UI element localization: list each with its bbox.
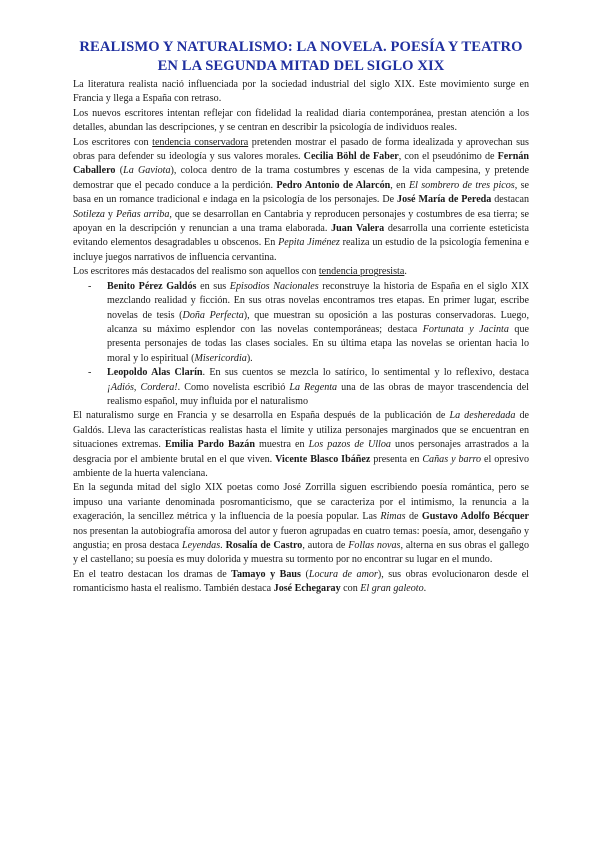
list-item-clarin: - Leopoldo Alas Clarín. En sus cuentos se mezcla lo satírico, lo sentimental y lo reflexivo, destaca ¡Adiós, Cordera!. Como novelista escribió La Regenta una de las obras de mayor trascendencia del realismo español, muy influida por el naturalismo bbox=[88, 367, 529, 407]
document-page bbox=[73, 38, 529, 597]
author-alarcon: Pedro Antonio de Alarcón bbox=[276, 179, 391, 191]
intro-paragraph-1: La literatura realista nació influenciada por la sociedad industrial del siglo XIX. Este movimiento surge en Francia y llega a España con retraso. bbox=[73, 79, 529, 105]
work-locura-amor: Locura de amor bbox=[308, 568, 378, 580]
poetry-paragraph: En la segunda mitad del siglo XIX poetas como José Zorrilla siguen escribiendo poesía romántica, pero se impuso una variante denominada posromanticismo, que se caracteriza por el intimismo, la renuncia a la exageración, la sencillez métrica y la influencia de la poesía popular. Las Rimas de Gustavo Adolfo Bécquer nos presentan la autobiografía amorosa del autor y fueron agrupadas en cuatro temas: poesía, amor, desengaño y angustia; en prosa destaca Leyendas. Rosalía de Castro, autora de Follas novas, alterna en sus obras el gallego y el castellano; su poesía es muy dolorida y muestra su tormento por no encontrar su lugar en el mundo. bbox=[73, 482, 529, 566]
progressive-label: tendencia progresista bbox=[318, 266, 405, 278]
author-rosalia: Rosalía de Castro bbox=[225, 540, 303, 551]
progressive-authors-list bbox=[73, 280, 529, 410]
work-pazos-ulloa: Los pazos de Ulloa bbox=[308, 439, 391, 451]
work-desheredada: La desheredada bbox=[449, 410, 516, 422]
work-sotileza: Sotileza bbox=[73, 208, 105, 220]
work-fortunata: Fortunata y Jacinta bbox=[422, 323, 509, 335]
naturalism-paragraph: El naturalismo surge en Francia y se desarrolla en España después de la publicación de La desheredada de Galdós. Lleva las características realistas hasta el límite y utiliza personajes marginados que se encuentran en situaciones extremas. Emilia Pardo Bazán muestra en Los pazos de Ulloa unos personajes arrastrados a la desgracia por el ambiente brutal en el que viven. Vicente Blasco Ibáñez presenta en Cañas y barro el opresivo ambiente de la huerta valenciana. bbox=[73, 410, 530, 479]
work-leyendas: Leyendas bbox=[182, 540, 221, 551]
author-bohl: Cecilia Böhl de Faber bbox=[303, 151, 399, 163]
author-pardo-bazan: Emilia Pardo Bazán bbox=[164, 439, 255, 451]
progressive-paragraph: Los escritores más destacados del realismo son aquellos con tendencia progresista. bbox=[73, 266, 407, 278]
work-la-gaviota: La Gaviota bbox=[123, 165, 171, 177]
list-bullet: - bbox=[88, 367, 92, 379]
work-dona-perfecta: Doña Perfecta bbox=[182, 309, 244, 321]
author-pereda: José María de Pereda bbox=[397, 194, 492, 206]
intro-paragraph-2: Los nuevos escritores intentan reflejar con fidelidad la realidad diaria contemporánea, prestan atención a los detalles, abundan las descripciones, y se centran en describir la psicología de individuos reales. bbox=[73, 107, 529, 134]
theatre-paragraph: En el teatro destacan los dramas de Tamayo y Baus (Locura de amor), sus obras evolucionaron desde el romanticismo hasta el realismo. También destaca José Echegaray con El gran galeoto. bbox=[73, 568, 529, 595]
work-misericordia: Misericordia bbox=[194, 352, 247, 364]
list-item-galdos: - Benito Pérez Galdós en sus Episodios Nacionales reconstruye la historia de España en el siglo XIX mezclando realidad y ficción. En sus otras novelas encontramos tres etapas. En primer lugar, escribe novelas de tesis (Doña Perfecta), que muestran su oposición a las posturas conservadoras. Luego, alcanza su máximo esplendor con las novelas contemporáneas; destaca Fortunata y Jacinta que presenta personajes de todas las clases sociales. En su última etapa las novelas se orientan hacia lo moral y lo espiritual (Misericordia). bbox=[88, 280, 529, 364]
author-blasco-ibanez: Vicente Blasco Ibáñez bbox=[275, 453, 371, 465]
work-pepita-jimenez: Pepita Jiménez bbox=[278, 237, 340, 249]
work-follas-novas: Follas novas bbox=[348, 540, 401, 551]
author-caballero: Fernán Caballero bbox=[73, 151, 529, 177]
author-clarin: Leopoldo Alas Clarín bbox=[107, 367, 203, 379]
author-tamayo: Tamayo y Baus bbox=[231, 568, 301, 580]
work-penas-arriba: Peñas arriba bbox=[115, 208, 170, 220]
work-gran-galeoto: El gran galeoto bbox=[360, 583, 424, 595]
author-valera: Juan Valera bbox=[331, 223, 385, 235]
work-adios-cordera: ¡Adiós, Cordera! bbox=[107, 381, 178, 393]
work-rimas: Rimas bbox=[380, 511, 406, 523]
author-becquer: Gustavo Adolfo Bécquer bbox=[421, 511, 529, 523]
work-sombrero: El sombrero de tres picos bbox=[408, 179, 515, 191]
author-echegaray: José Echegaray bbox=[273, 583, 341, 595]
work-canas-barro: Cañas y barro bbox=[422, 453, 482, 465]
conservative-label: tendencia conservadora bbox=[152, 136, 249, 148]
conservative-paragraph: Los escritores con tendencia conservadora pretenden mostrar el pasado de forma idealizada y aprovechan sus obras para defender su ideología y sus valores morales. Cecilia Böhl de Faber, con el pseudónimo de Fernán Caballero (La Gaviota), coloca dentro de la trama costumbres y escenas de la vida campesina, y pretende demostrar que el pecado conduce a la perdición. Pedro Antonio de Alarcón, en El sombrero de tres picos, se basa en un romance tradicional e indaga en la psicología de los personajes. De José María de Pereda destacan Sotileza y Peñas arriba, que se desarrollan en Cantabria y reproducen personajes y costumbres de esa tierra; se apoyan en la descripción y renuncian a una trama elaborada. Juan Valera desarrolla una corriente esteticista evitando elementos desagradables u obscenos. En Pepita Jiménez realiza un estudio de la psicología femenina e incluye juegos narrativos de influencia cervantina. bbox=[73, 136, 530, 263]
document-title: REALISMO Y NATURALISMO: LA NOVELA. POESÍA Y TEATRO EN LA SEGUNDA MITAD DEL SIGLO XIX bbox=[79, 39, 523, 74]
list-bullet: - bbox=[88, 280, 92, 292]
author-galdos: Benito Pérez Galdós bbox=[107, 280, 197, 292]
work-episodios: Episodios Nacionales bbox=[229, 280, 319, 292]
work-la-regenta: La Regenta bbox=[289, 381, 338, 393]
